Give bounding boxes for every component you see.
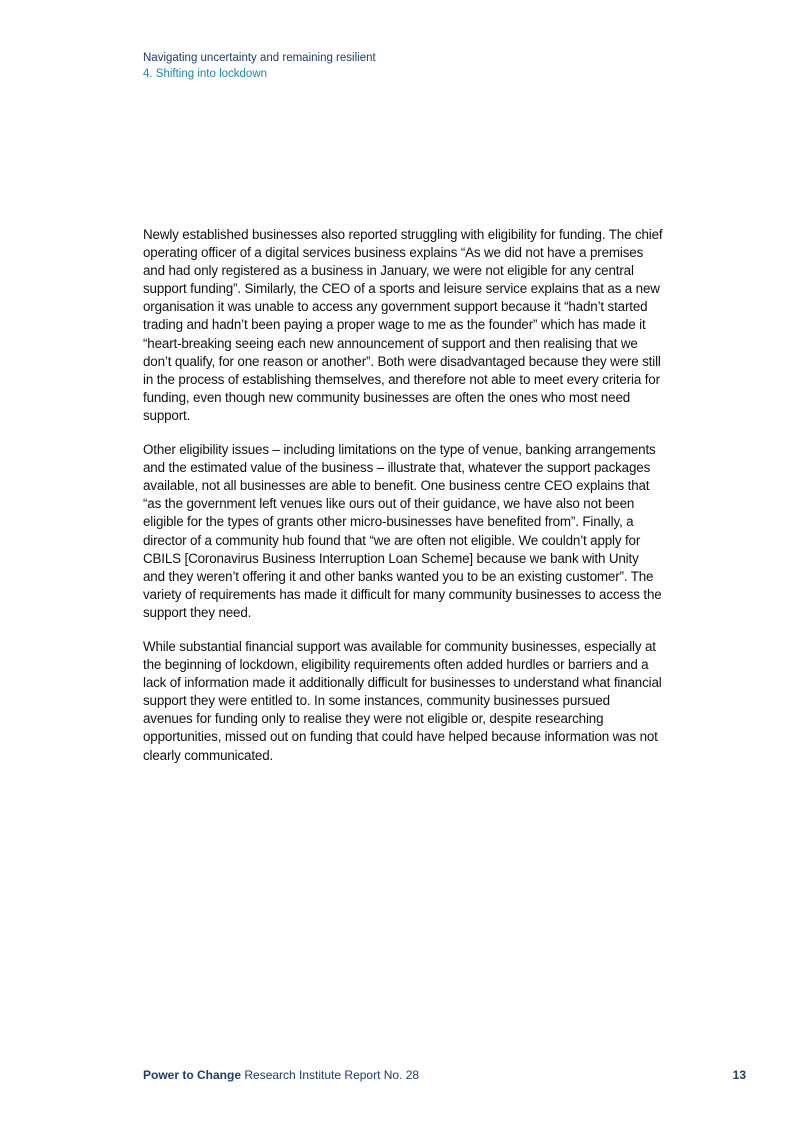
document-title: Navigating uncertainty and remaining resilient xyxy=(143,52,376,64)
paragraph: Other eligibility issues – including limitations on the type of venue, banking arrangements and the estimated value of the business – illustrate that, whatever the support packages available, not all businesses are able to benefit. One business centre CEO explains that “as the government left venues like ours out of their guidance, we have also not been eligible for the types of grants other micro-businesses have benefited from”. Finally, a director of a community hub found that “we are often not eligible. We couldn’t apply for CBILS [Coronavirus Business Interruption Loan Scheme] because we bank with Unity and they weren’t offering it and other banks wanted you to be an existing customer”. The variety of requirements has made it difficult for many community businesses to access the support they need. xyxy=(143,442,662,620)
paragraph: While substantial financial support was available for community businesses, especially at the beginning of lockdown, eligibility requirements often added hurdles or barriers and a lack of information made it additionally difficult for businesses to understand what financial support they were entitled to. In some instances, community businesses pursued avenues for funding only to realise they were not eligible or, despite researching opportunities, missed out on funding that could have helped because information was not clearly communicated. xyxy=(143,638,662,763)
footer-report-label: Research Institute Report No. 28 xyxy=(241,1068,420,1082)
footer-report-line xyxy=(143,1066,419,1084)
body-text xyxy=(143,226,663,781)
page-footer xyxy=(143,1066,746,1084)
page-number: 13 xyxy=(732,1068,746,1082)
footer-brand: Power to Change xyxy=(143,1068,242,1082)
section-title: 4. Shifting into lockdown xyxy=(143,68,268,80)
running-header xyxy=(143,50,376,82)
paragraph: Newly established businesses also reported struggling with eligibility for funding. The chief operating officer of a digital services business explains “As we did not have a premises and had only registered as a business in January, we were not eligible for any central support funding”. Similarly, the CEO of a sports and leisure service explains that as a new organisation it was unable to access any government support because it “hadn’t started trading and hadn’t been paying a proper wage to me as the founder” which has made it “heart-breaking seeing each new announcement of support and then realising that we don’t qualify, for one reason or another”. Both were disadvantaged because they were still in the process of establishing themselves, and therefore not able to meet every criteria for funding, even though new community businesses are often the ones who most need support. xyxy=(143,227,663,423)
